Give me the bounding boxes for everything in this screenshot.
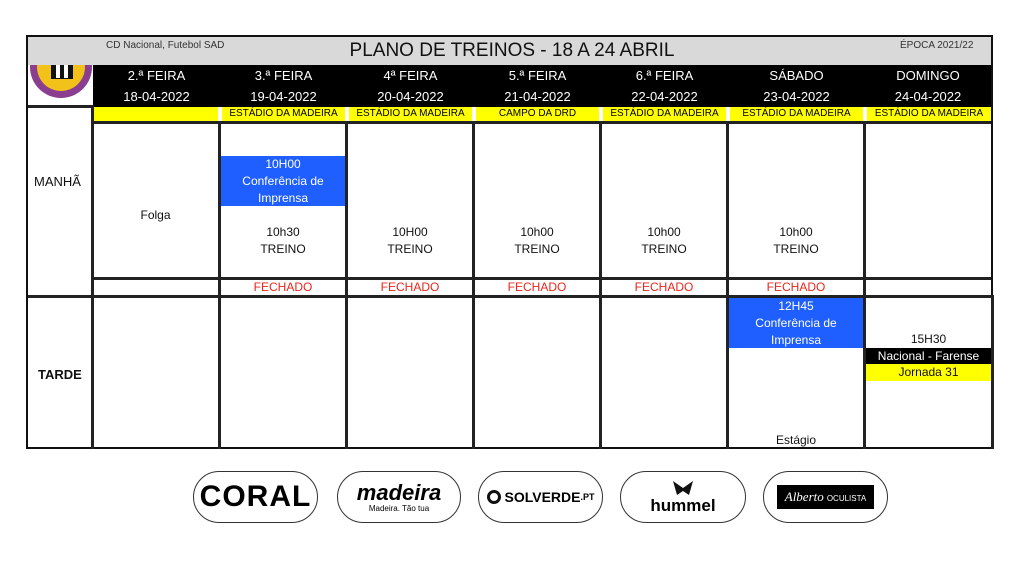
- closed-sat: FECHADO: [766, 280, 826, 294]
- match-teams: Nacional - Farense: [866, 348, 991, 364]
- club-name: CD Nacional, Futebol SAD: [106, 40, 225, 51]
- closed-tue: FECHADO: [253, 280, 313, 294]
- venue-sat: ESTÁDIO DA MADEIRA: [730, 107, 863, 121]
- venue-thu: CAMPO DA DRD: [476, 107, 599, 121]
- day-header-wed: 4ª FEIRA 20-04-2022: [347, 65, 474, 107]
- day-header-thu: 5.ª FEIRA 21-04-2022: [474, 65, 601, 107]
- venue-wed: ESTÁDIO DA MADEIRA: [349, 107, 472, 121]
- day-header-sat: SÁBADO 23-04-2022: [728, 65, 865, 107]
- day-header-tue: 3.ª FEIRA 19-04-2022: [220, 65, 347, 107]
- grid-line: [863, 121, 866, 449]
- training-fri: 10h00 TREINO: [641, 225, 687, 256]
- training-tue: 10h30 TREINO: [260, 225, 306, 256]
- sponsor-alberto: Alberto OCULISTA: [763, 471, 888, 523]
- match-round: Jornada 31: [866, 364, 991, 381]
- stage-label: Estágio: [775, 433, 817, 447]
- grid-line: [93, 121, 991, 124]
- day-header-fri: 6.ª FEIRA 22-04-2022: [601, 65, 728, 107]
- venue-fri: ESTÁDIO DA MADEIRA: [603, 107, 726, 121]
- closed-thu: FECHADO: [507, 280, 567, 294]
- sponsor-hummel: hummel: [620, 471, 746, 523]
- page-title: PLANO DE TREINOS - 18 A 24 ABRIL: [349, 40, 675, 61]
- sponsor-madeira: madeira Madeira. Tão tua: [337, 471, 461, 523]
- closed-fri: FECHADO: [634, 280, 694, 294]
- venue-tue: ESTÁDIO DA MADEIRA: [222, 107, 345, 121]
- closed-wed: FECHADO: [380, 280, 440, 294]
- venue-sun: ESTÁDIO DA MADEIRA: [867, 107, 991, 121]
- training-thu: 10h00 TREINO: [514, 225, 560, 256]
- grid-line: [991, 295, 994, 449]
- venue-mon: [93, 107, 218, 121]
- sponsor-solverde: SOLVERDE .PT: [478, 471, 603, 523]
- training-wed: 10H00 TREINO: [387, 225, 433, 256]
- training-sat: 10h00 TREINO: [773, 225, 819, 256]
- grid-line: [28, 105, 93, 108]
- rest-day: Folga: [140, 208, 171, 222]
- day-header-sun: DOMINGO 24-04-2022: [865, 65, 991, 107]
- press-conference-sat: 12H45 Conferência de Imprensa: [729, 298, 863, 348]
- period-morning: MANHÃ: [34, 174, 81, 189]
- press-conference-tue: 10H00 Conferência de Imprensa: [221, 156, 345, 206]
- period-afternoon: TARDE: [38, 367, 82, 382]
- season-label: ÉPOCA 2021/22: [900, 40, 974, 51]
- day-header-mon: 2.ª FEIRA 18-04-2022: [93, 65, 220, 107]
- match-time: 15H30: [910, 332, 947, 346]
- hummel-bee-icon: [671, 479, 695, 497]
- sponsor-coral: CORAL: [193, 471, 318, 523]
- solverde-ring-icon: [487, 490, 501, 504]
